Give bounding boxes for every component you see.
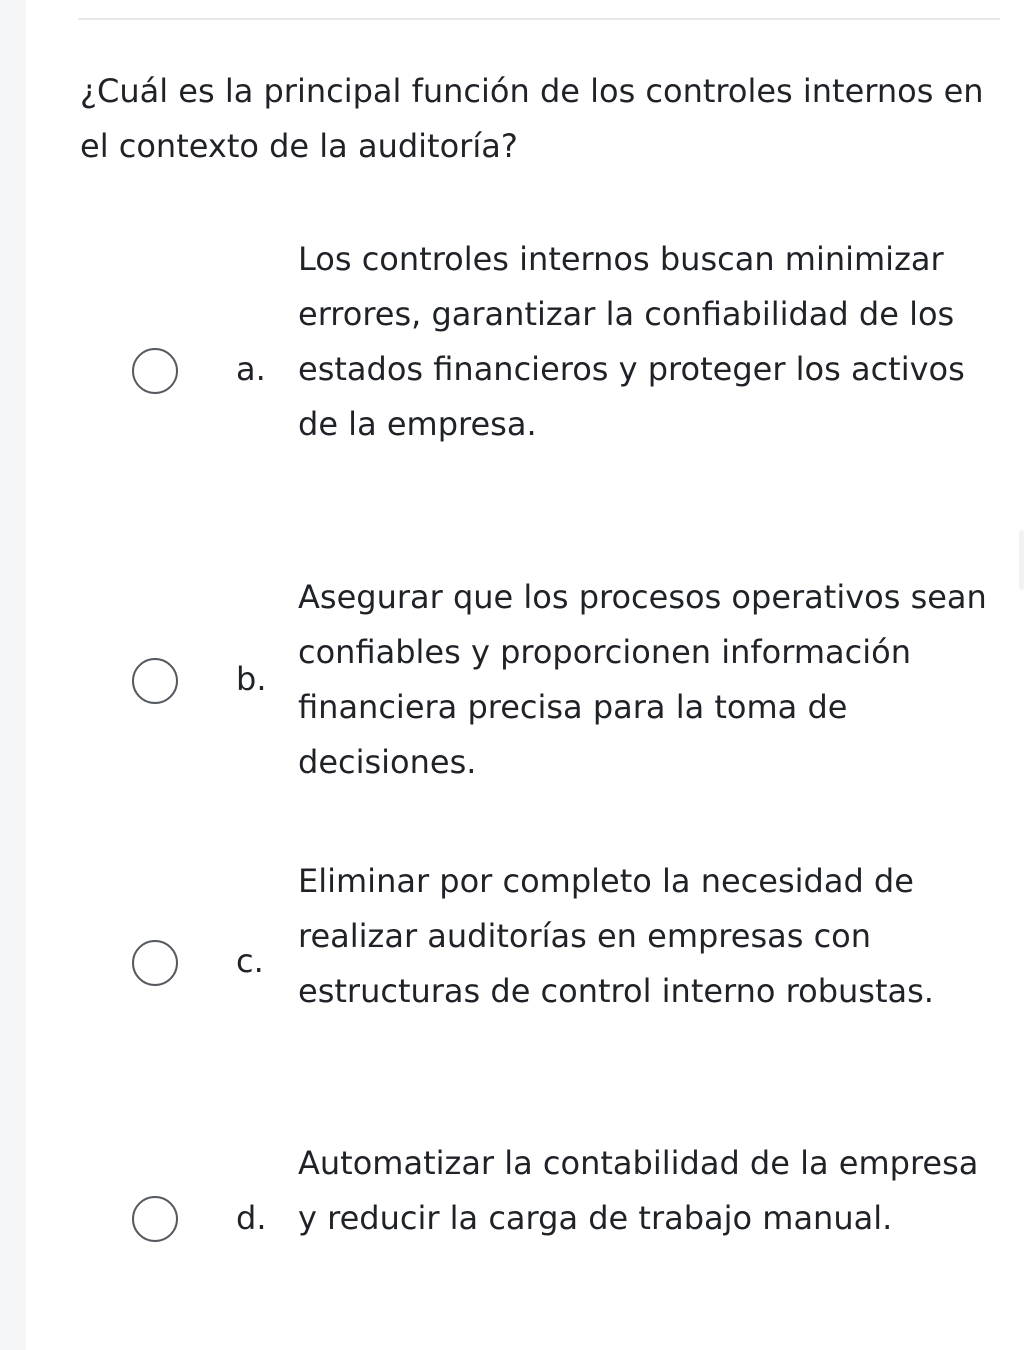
- option-b-text: Asegurar que los procesos operativos sean confiables y proporcionen información financiera precisa para la toma de decisiones.: [298, 578, 987, 781]
- option-b-letter: b.: [236, 660, 267, 698]
- top-divider: [78, 18, 1000, 20]
- option-a-text: Los controles internos buscan minimizar errores, garantizar la confiabilidad de los estados financieros y proteger los activos de la empresa.: [298, 240, 965, 443]
- question-text: ¿Cuál es la principal función de los controles internos en el contexto de la auditoría?: [80, 72, 984, 165]
- option-c-letter: c.: [236, 942, 264, 980]
- radio-b-icon[interactable]: [132, 658, 178, 704]
- option-d[interactable]: [0, 1136, 1024, 1301]
- option-d-letter: d.: [236, 1199, 267, 1237]
- radio-c-icon[interactable]: [132, 940, 178, 986]
- option-c-text: Eliminar por completo la necesidad de realizar auditorías en empresas con estructuras de control interno robustas.: [298, 862, 934, 1010]
- radio-a-icon[interactable]: [132, 348, 178, 394]
- radio-d-icon[interactable]: [132, 1196, 178, 1242]
- option-a[interactable]: [0, 232, 1024, 507]
- option-b[interactable]: [0, 570, 1024, 790]
- option-a-letter: a.: [236, 350, 266, 388]
- option-d-text: Automatizar la contabilidad de la empresa y reducir la carga de trabajo manual.: [298, 1144, 979, 1237]
- scroll-edge-indicator: [1019, 530, 1024, 590]
- option-c[interactable]: [0, 854, 1024, 1074]
